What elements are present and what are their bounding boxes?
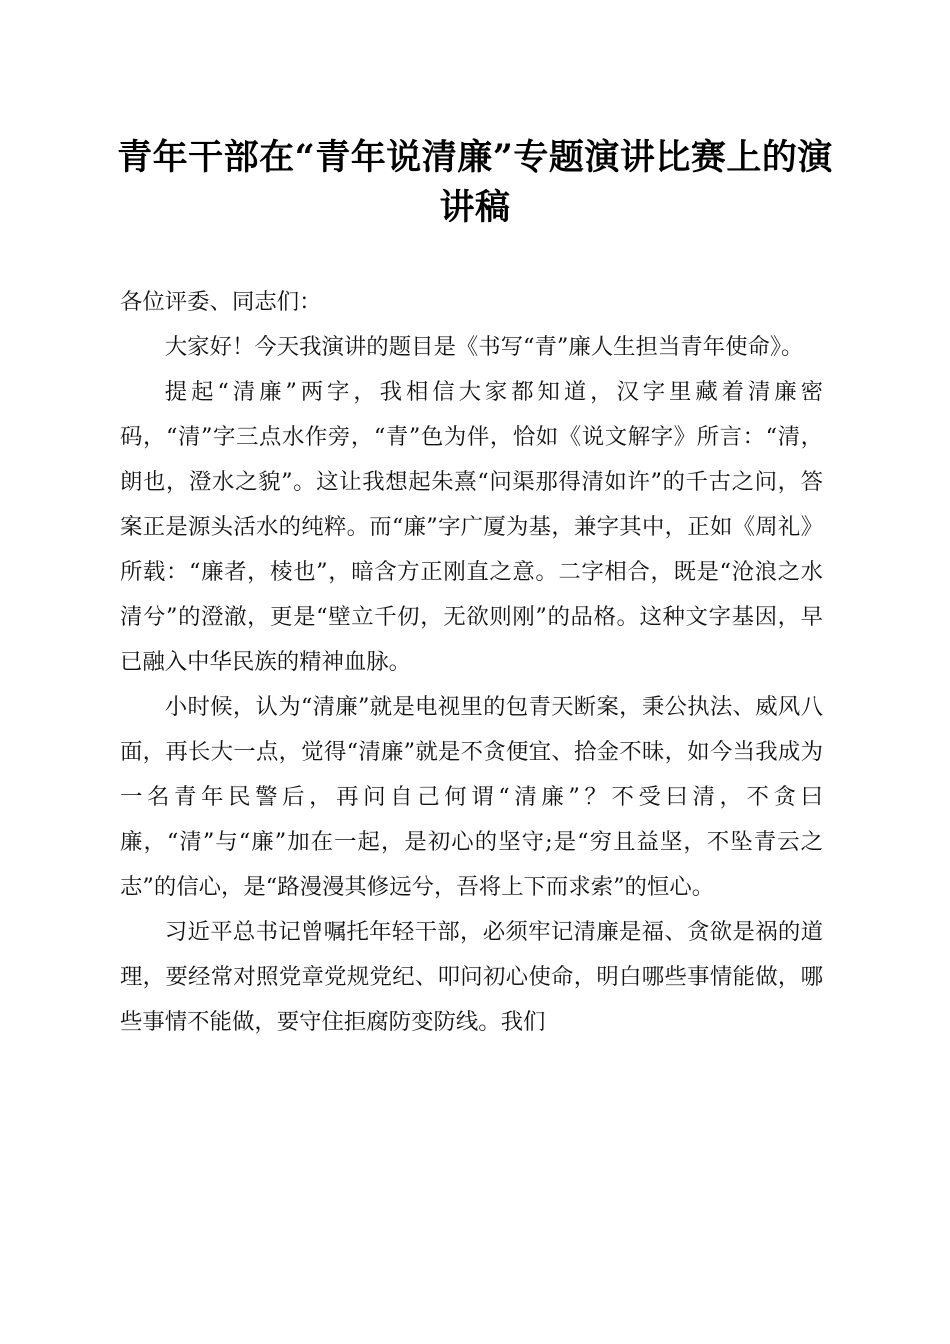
document-title: 青年干部在“青年说清廉”专题演讲比赛上的演讲稿 <box>117 137 833 228</box>
document-body <box>120 280 823 1045</box>
paragraph-etymology: 提起“清廉”两字，我相信大家都知道，汉字里藏着清廉密码，“清”字三点水作旁，“青”色为伴，恰如《说文解字》所言：“清，朗也，澄水之貌”。这让我想起朱熹“问渠那得清如许”的千古之问，答案正是源头活水的纯粹。而“廉”字广厦为基，兼字其中，正如《周礼》所载：“廉者，棱也”，暗含方正刚直之意。二字相合，既是“沧浪之水清兮”的澄澈，更是“壁立千仞，无欲则刚”的品格。这种文字基因，早已融入中华民族的精神血脉。 <box>120 379 823 675</box>
paragraph-xi-instruction: 习近平总书记曾嘱托年轻干部，必须牢记清廉是福、贪欲是祸的道理，要经常对照党章党规党纪、叩问初心使命，明白哪些事情能做，哪些事情不能做，要守住拒腐防变防线。我们 <box>120 919 823 1035</box>
paragraph-childhood: 小时候，认为“清廉”就是电视里的包青天断案，秉公执法、威风八面，再长大一点，觉得“清廉”就是不贪便宜、拾金不昧，如今当我成为一名青年民警后，再问自己何谓“清廉”？不受曰清，不贪曰廉，“清”与“廉”加在一起，是初心的坚守;是“穷且益坚，不坠青云之志”的信心，是“路漫漫其修远兮，吾将上下而求索”的恒心。 <box>120 694 823 900</box>
salutation: 各位评委、同志们： <box>120 289 322 315</box>
paragraph-greeting: 大家好！今天我演讲的题目是《书写“青”廉人生担当青年使命》。 <box>164 334 804 360</box>
